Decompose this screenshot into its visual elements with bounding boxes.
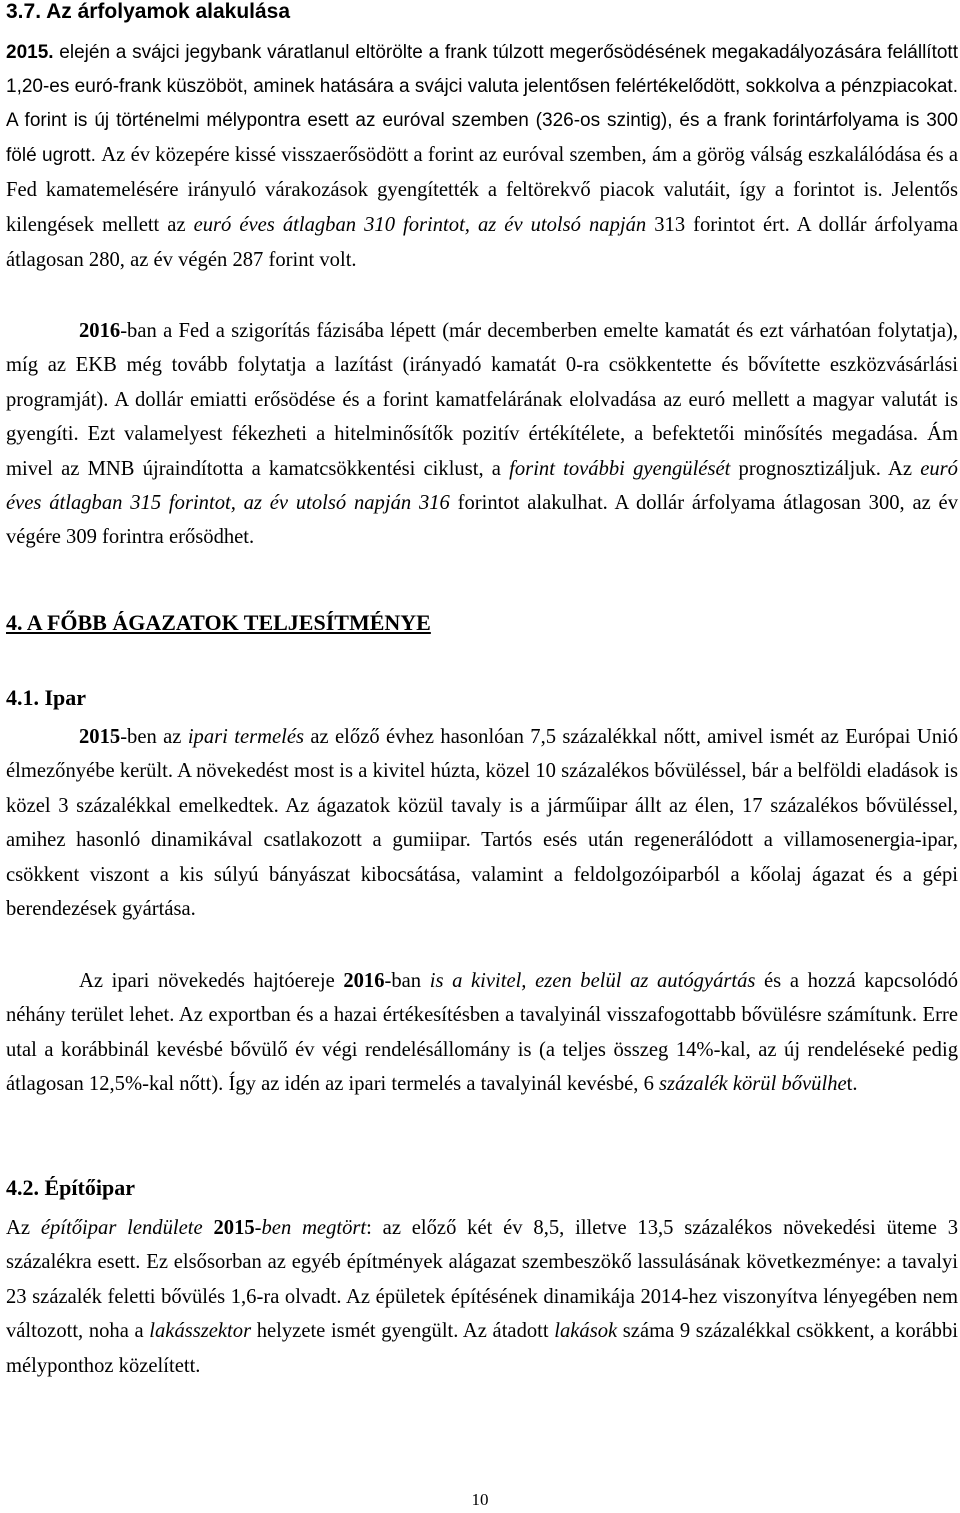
text-run: lakásszektor (149, 1320, 252, 1343)
paragraph-industry-2015 (6, 720, 958, 926)
text-run: euró éves átlagban 310 forintot, az év utolsó napján (193, 214, 647, 236)
paragraph-construction-2015 (6, 1211, 958, 1383)
text-run: Az (6, 1217, 41, 1239)
text-run: és a hozzá kapcsolódó néhány terület lehet. Az exportban és a hazai értékesítésben a tavalyinál visszafogottabb bővülésre számítunk. Erre utal a korábbinál kevésbé bővülő év végi rendelésállomány is (a teljes összeg 14%-kal, az új rendeléseké pedig átlagosan 12,5%-kal nőtt). Így az idén az ipari termelés a tavalyinál kevésbé, 6 (6, 970, 959, 1096)
section-heading-exchange-rates: 3.7. Az árfolyamok alakulása (6, 0, 291, 23)
text-run: is a kivitel, ezen belül az autógyártás (429, 970, 756, 992)
text-run: -ben megtört (254, 1217, 367, 1239)
text-run: -ben az (120, 726, 188, 748)
text-run: lakások (554, 1320, 618, 1343)
text-run: forintot alakulhat. A dollár árfolyama átlagosan 300, az év végére 309 forintra erősödhet. (6, 492, 958, 549)
text-run (203, 1217, 214, 1239)
paragraph-industry-2016 (6, 964, 958, 1102)
text-run: 2015 (79, 726, 121, 748)
text-run: építőipar lendülete (40, 1217, 203, 1239)
paragraph-exchange-2015 (6, 36, 958, 278)
text-run: prognosztizáljuk. Az (730, 457, 921, 480)
text-run: az előző évhez hasonlóan 7,5 százalékkal nőtt, amivel ismét az Európai Unió élmezőnyébe került. A növekedést most is a kivitel húzta, közel 10 százalékos bővüléssel, bár a belföldi eladások is közel 3 százalékkal emelkedtek. Az ágazatok közül tavaly is a járműipar állt az élen, 17 százalékos bővüléssel, amihez hasonló dinamikával csatlakozott a gumiipar. Tartós esés után regenerálódott a villamosenergia-ipar, csökkent viszont a kis súlyú bányászat kibocsátása, valamint a feldolgozóiparból a kőolaj ágazat és a gépi berendezések gyártása. (6, 726, 959, 921)
text-run: : az előző két év 8,5, illetve 13,5 százalékos növekedési üteme 3 százalékra esett. Ez elsősorban az egyéb építmények alágazat szembeszökő lassulásának következménye: a tavalyi 23 százalék feletti bővülés 1,6-ra olvadt. Az épületek építésének dinamikája 2014-hez viszonyítva lényegében nem változott, noha a (6, 1217, 958, 1343)
text-run: elején a svájci jegybank váratlanul eltörölte a frank túlzott megerősödésének megakadályozására felállított 1,20-es euró-frank küszöböt, aminek hatására a svájci valuta jelentősen felértékelődött, sokkolva a pénzpiacokat. A forint is új történelmi mélypontra esett az euróval szemben (326-os szintig), és a frank forintárfolyama is 300 fölé ugrott. (6, 42, 958, 166)
text-run: helyzete ismét gyengült. Az átadott (251, 1320, 555, 1343)
text-run: forint további gyengülését (509, 457, 731, 480)
text-run: száma 9 százalékkal csökkent, a korábbi mélyponthoz közelített. (6, 1320, 958, 1377)
text-run: euró éves átlagban 315 forintot, az év utolsó napján 316 (6, 457, 958, 515)
paragraph-exchange-2016 (6, 314, 958, 555)
text-run: Az ipari növekedés hajtóereje (79, 970, 344, 992)
text-run: -ban a Fed a szigorítás fázisába lépett (már decemberben emelte kamatát és ezt várhatóan folytatja), míg az EKB még tovább folytatja a lazítást (irányadó kamatát 0-ra csökkentette és bővítette eszközvásárlási programját). A dollár emiatti erősödése és a forint kamatfelárának elolvadása az euró mellett a magyar valutát is gyengíti. Ezt valamelyest fékezheti a hitelminősítők pozitív értékítélete, a befektetői minősítés megadása. Ám mivel az MNB újraindította a kamatcsökkentési ciklust, a (6, 320, 958, 480)
text-run: 313 forintot ért. A dollár árfolyama átlagosan 280, az év végén 287 forint volt. (6, 214, 958, 271)
text-run: -ban (384, 970, 430, 992)
text-run: 2015. (6, 42, 54, 63)
page-number: 10 (471, 1490, 489, 1509)
section-heading-construction: 4.2. Építőipar (6, 1175, 135, 1200)
text-run: 2016 (343, 970, 385, 992)
text-run: Az év közepére kissé visszaerősödött a forint az euróval szemben, ám a görög válság eszkalálódása és a Fed kamatemelésére irányuló várakozások gyengítették a feltörekvő piacok valutáit, így a forintot is. Jelentős kilengések mellett az (6, 144, 959, 236)
text-run: százalék körül bővülhe (659, 1073, 847, 1096)
text-run: 2016 (79, 320, 121, 342)
text-run: t. (846, 1073, 858, 1096)
section-heading-industry: 4.1. Ipar (6, 685, 87, 710)
text-run: 2015 (213, 1217, 255, 1239)
text-run: ipari termelés (187, 726, 305, 748)
chapter-heading-sectors: 4. A FŐBB ÁGAZATOK TELJESÍTMÉNYE (6, 610, 431, 635)
